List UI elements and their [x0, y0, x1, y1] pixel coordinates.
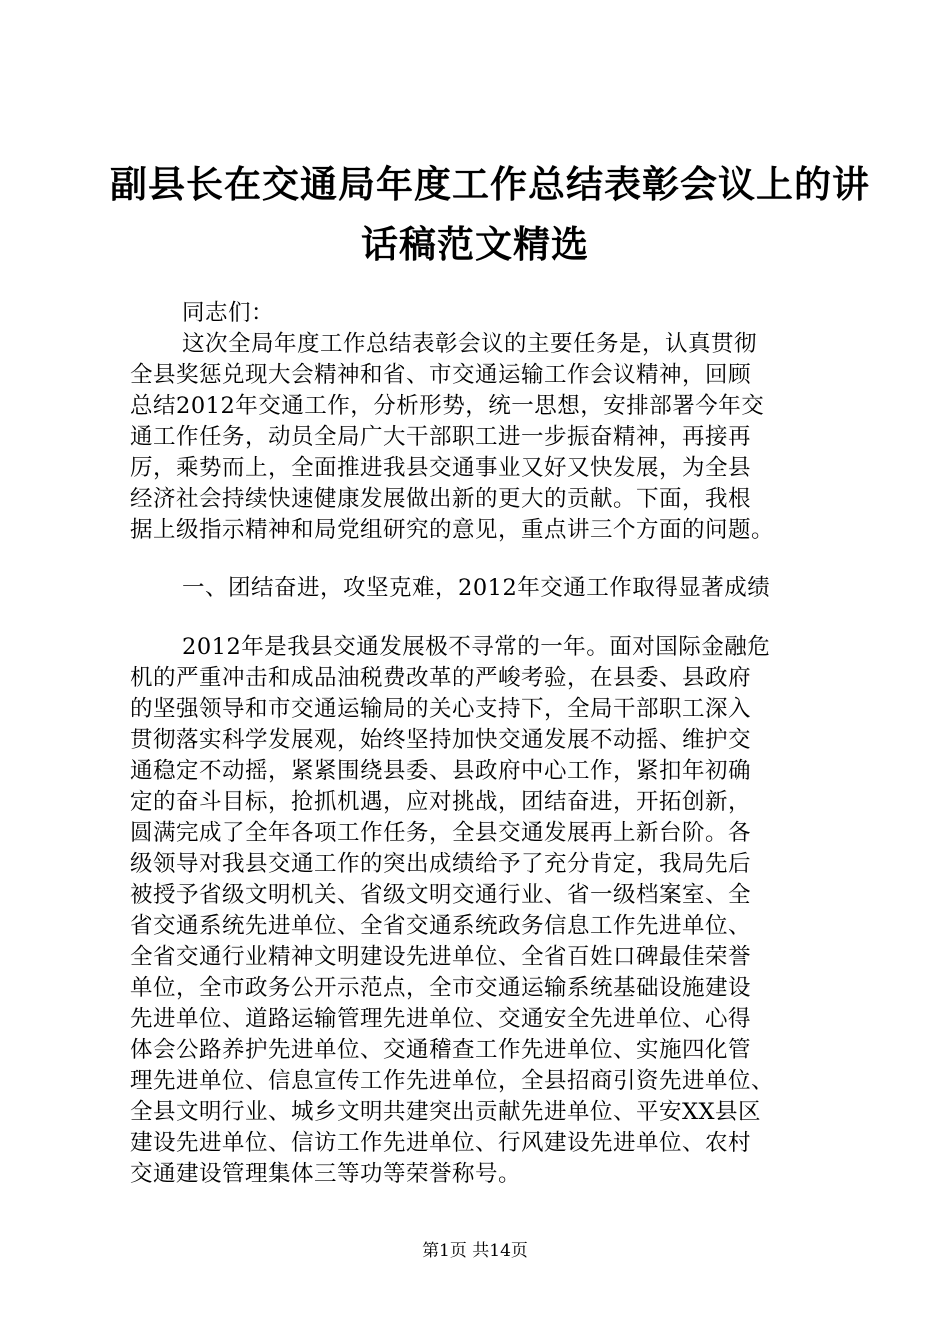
intro-line: 全县奖惩兑现大会精神和省、市交通运输工作会议精神，回顾 — [130, 362, 752, 388]
body-line: 理先进单位、信息宣传工作先进单位，全县招商引资先进单位、 — [130, 1068, 775, 1094]
document-title-line-2: 话稿范文精选 — [361, 222, 589, 266]
salutation: 同志们： — [182, 300, 275, 326]
body-line: 被授予省级文明机关、省级文明交通行业、省一级档案室、全 — [130, 882, 752, 908]
body-line: 的坚强领导和市交通运输局的关心支持下，全局干部职工深入 — [130, 696, 752, 722]
body-line: 通稳定不动摇，紧紧围绕县委、县政府中心工作，紧扣年初确 — [130, 758, 752, 784]
body-line: 体会公路养护先进单位、交通稽查工作先进单位、实施四化管 — [130, 1037, 752, 1063]
body-line: 省交通系统先进单位、全省交通系统政务信息工作先进单位、 — [130, 913, 752, 939]
body-line: 圆满完成了全年各项工作任务，全县交通发展再上新台阶。各 — [130, 820, 752, 846]
body-line: 贯彻落实科学发展观，始终坚持加快交通发展不动摇、维护交 — [130, 727, 752, 753]
body-line: 交通建设管理集体三等功等荣誉称号。 — [130, 1161, 522, 1187]
intro-line: 总结2012年交通工作，分析形势，统一思想，安排部署今年交 — [130, 393, 765, 419]
intro-line: 据上级指示精神和局党组研究的意见，重点讲三个方面的问题。 — [130, 517, 775, 543]
body-line: 级领导对我县交通工作的突出成绩给予了充分肯定，我局先后 — [130, 851, 752, 877]
page-number-footer: 第1页 共14页 — [422, 1241, 528, 1261]
intro-line: 通工作任务，动员全局广大干部职工进一步振奋精神，再接再 — [130, 424, 752, 450]
intro-line: 这次全局年度工作总结表彰会议的主要任务是，认真贯彻 — [182, 331, 758, 357]
intro-line: 经济社会持续快速健康发展做出新的更大的贡献。下面，我根 — [130, 486, 752, 512]
body-line: 2012年是我县交通发展极不寻常的一年。面对国际金融危 — [182, 634, 771, 660]
body-line: 全县文明行业、城乡文明共建突出贡献先进单位、平安XX县区 — [130, 1099, 762, 1125]
body-line: 建设先进单位、信访工作先进单位、行风建设先进单位、农村 — [130, 1130, 752, 1156]
body-line: 全省交通行业精神文明建设先进单位、全省百姓口碑最佳荣誉 — [130, 944, 752, 970]
body-line: 定的奋斗目标，抢抓机遇，应对挑战，团结奋进，开拓创新， — [130, 789, 752, 815]
body-line: 机的严重冲击和成品油税费改革的严峻考验，在县委、县政府 — [130, 665, 752, 691]
body-line: 先进单位、道路运输管理先进单位、交通安全先进单位、心得 — [130, 1006, 752, 1032]
section-heading: 一、团结奋进，攻坚克难，2012年交通工作取得显著成绩 — [182, 575, 771, 601]
body-line: 单位，全市政务公开示范点，全市交通运输系统基础设施建设 — [130, 975, 752, 1001]
document-title-line-1: 副县长在交通局年度工作总结表彰会议上的讲 — [110, 162, 870, 206]
intro-line: 厉，乘势而上，全面推进我县交通事业又好又快发展，为全县 — [130, 455, 752, 481]
